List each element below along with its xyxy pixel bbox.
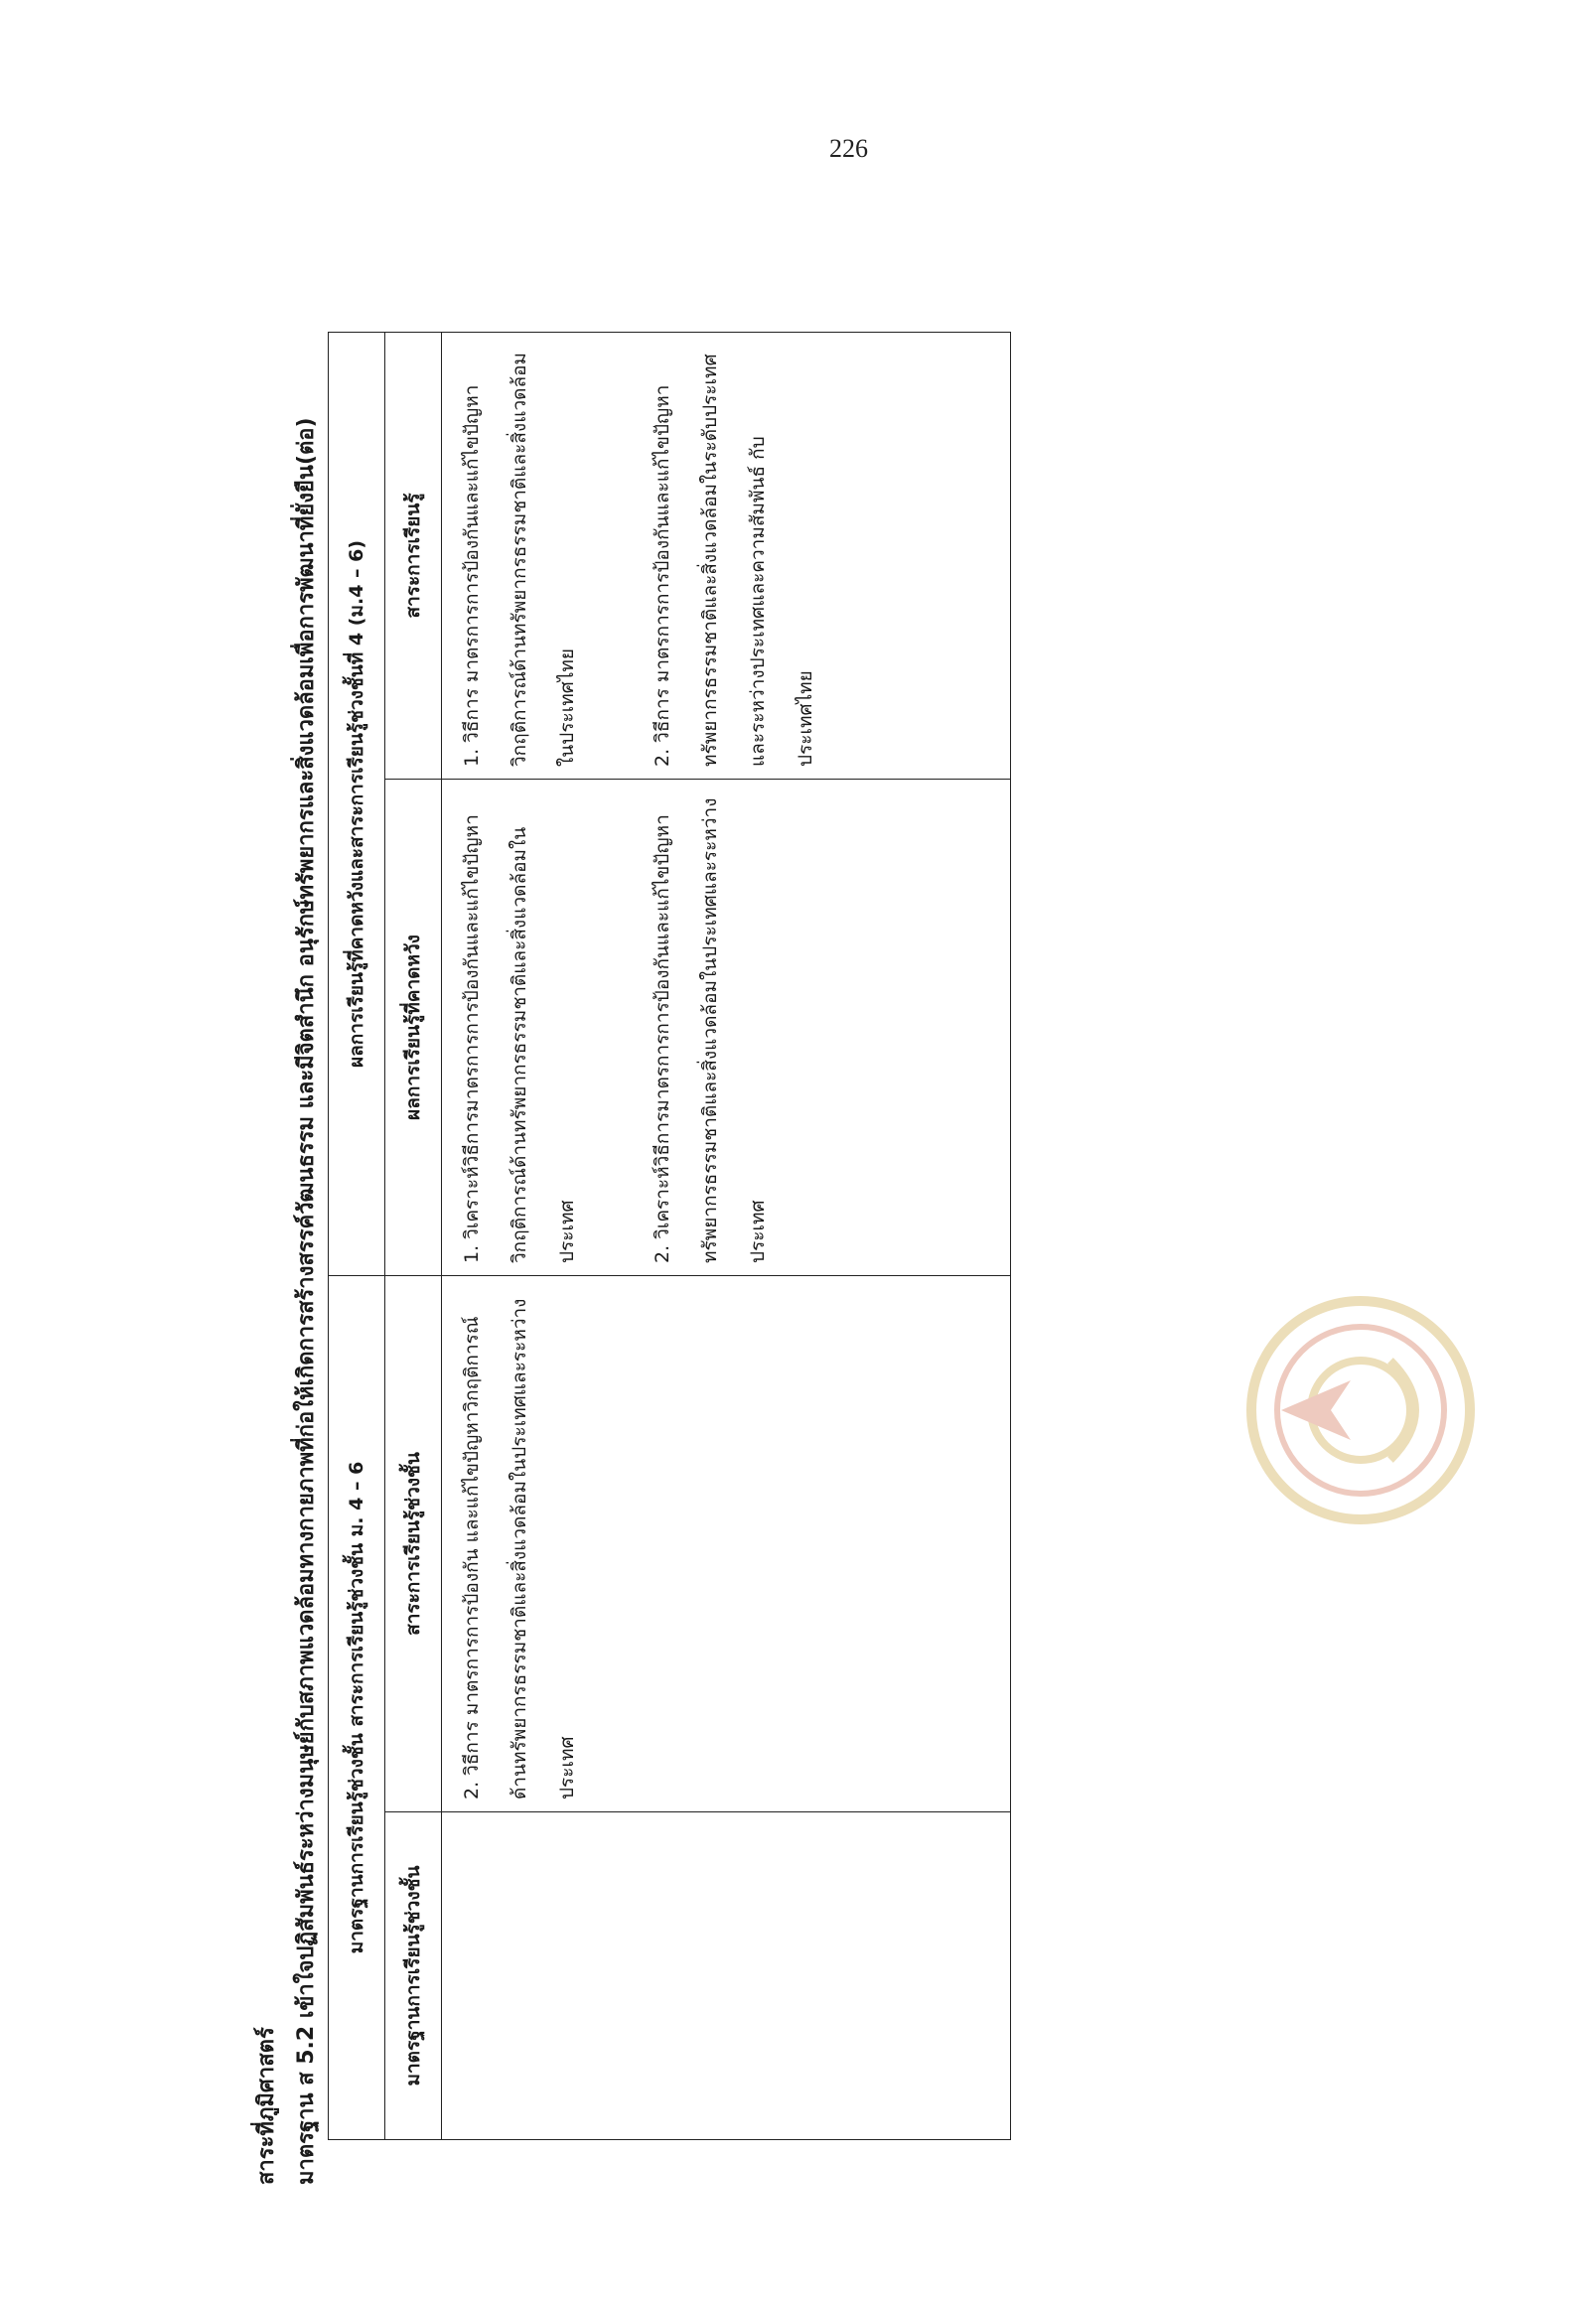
column-header-content: สาระการเรียนรู้ช่วงชั้น (385, 1275, 442, 1811)
rotated-page-content (248, 248, 1043, 2185)
column-header-row (385, 332, 442, 2139)
learning-content-item: 1. วิธีการ มาตรการการป้องกันและแก้ไขปัญหาวิกฤติการณ์ด้านทรัพยากรธรรมชาติและสิ่งแวดล้อม ในประเทศไทย (461, 352, 578, 767)
group-header-right: ผลการเรียนรู้ที่คาดหวังและสาระการเรียนรู้ช่วงชั้นที่ 4 (ม.4 – 6) (329, 332, 385, 1275)
outcome-item: 2. วิเคราะห์วิธีการมาตรการการป้องกันและแก้ไขปัญหาทรัพยากรธรรมชาติและสิ่งแวดล้อมในประเทศและระหว่างประเทศ (652, 797, 769, 1263)
outcome-item: 1. วิเคราะห์วิธีการมาตรการการป้องกันและแก้ไขปัญหาวิกฤติการณ์ด้านทรัพยากรธรรมชาติและสิ่งแวดล้อมในประเทศ (461, 814, 578, 1263)
column-header-learning-content: สาระการเรียนรู้ (385, 332, 442, 779)
page-number: 226 (829, 134, 868, 163)
group-header-row (329, 332, 385, 2139)
group-header-left: มาตรฐานการเรียนรู้ช่วงชั้น สาระการเรียนรู้ช่วงชั้น ม. 4 – 6 (329, 1275, 385, 2139)
column-header-outcomes: ผลการเรียนรู้ที่คาดหวัง (385, 779, 442, 1275)
emblem-watermark-icon (1241, 1291, 1480, 1529)
table-row (442, 332, 1011, 2139)
cell-learning-content (442, 332, 1011, 779)
strand-title: สาระที่ภูมิศาสตร์ (254, 2027, 279, 2185)
cell-outcomes (442, 779, 1011, 1275)
cell-content (442, 1275, 1011, 1811)
curriculum-table (328, 332, 1011, 2140)
content-item: 2. วิธีการ มาตรการการป้องกัน และแก้ไขปัญหาวิกฤติการณ์ด้านทรัพยากรธรรมชาติและสิ่งแวดล้อมในประเทศและระหว่างประเทศ (461, 1298, 578, 1799)
learning-content-item: 2. วิธีการ มาตรการการป้องกันและแก้ไขปัญหาทรัพยากรธรรมชาติและสิ่งแวดล้อมในระดับประเทศและระหว่างประเทศและความสัมพันธ์ กับประเทศไทย (652, 354, 816, 767)
column-header-standards: มาตรฐานการเรียนรู้ช่วงชั้น (385, 1812, 442, 2140)
cell-standards (442, 1812, 1011, 2140)
standard-title: มาตรฐาน ส 5.2 เข้าใจปฏิสัมพันธ์ระหว่างมนุษย์กับสภาพแวดล้อมทางกายภาพที่ก่อให้เกิดการสร้างสรรค์วัฒนธรรม และมีจิตสำนึก อนุรักษ์ทรัพยากรและสิ่งแวดล้อมเพื่อการพัฒนาที่ยั่งยืน(ต่อ) (294, 417, 319, 2185)
